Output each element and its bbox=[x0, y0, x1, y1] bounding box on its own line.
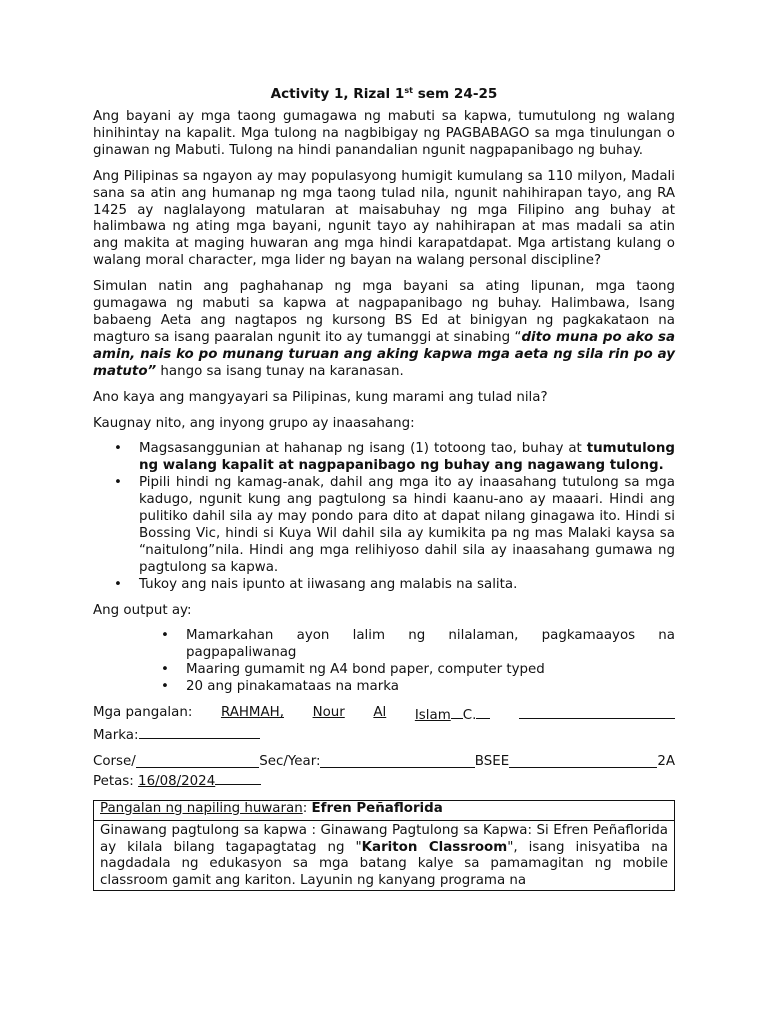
bullet-text-bold: tumutulong ng walang kapalit at nagpapanibago ng buhay ang nagawang tulong. bbox=[139, 441, 675, 474]
list-item bbox=[93, 628, 675, 662]
bullet-icon: • bbox=[161, 662, 169, 678]
expectation-list bbox=[93, 441, 675, 593]
petsa-label: Petas: bbox=[93, 773, 134, 789]
names-label: Mga pangalan: bbox=[93, 705, 193, 721]
name-word: C. bbox=[462, 708, 477, 724]
huwaran-header bbox=[94, 801, 674, 821]
paragraph-expectation: Kaugnay nito, ang inyong grupo ay inaasahang: bbox=[93, 415, 415, 431]
huwaran-label: Pangalan ng napiling huwaran bbox=[100, 800, 303, 816]
bullet-text: Tukoy ang nais ipunto at iiwasang ang malabis na salita. bbox=[139, 576, 518, 592]
blank-line bbox=[509, 754, 657, 768]
section-value: 2A bbox=[657, 753, 675, 769]
blank-line bbox=[215, 771, 261, 785]
course-row bbox=[93, 754, 675, 771]
blank-line bbox=[136, 754, 259, 768]
output-list bbox=[93, 628, 675, 696]
names-section bbox=[93, 705, 675, 745]
document-body bbox=[93, 109, 675, 891]
aeta-quote: dito muna po ako sa amin, nais ko po munang turuan ang aking kapwa mga aeta ng sila rin po ay matuto” bbox=[93, 329, 675, 379]
aeta-text-start: Simulan natin ang paghahanap ng mga bayani sa ating lipunan, mga taong gumagawa ng mabuti sa kapwa at nagpapanibago ng buhay. Halimbawa, Isang babaeng Aeta ang nagtapos ng kursong BS Ed at binigyan ng pagkakataon na magturo sa isang paaralan ngunit ito ay tumanggi at sinabing “ bbox=[93, 279, 675, 345]
paragraph-question: Ano kaya ang mangyayari sa Pilipinas, kung marami ang tulad nila? bbox=[93, 389, 548, 405]
description-bold: Kariton Classroom bbox=[361, 839, 508, 855]
aeta-text-end: hango sa isang tunay na karanasan. bbox=[156, 363, 404, 379]
petsa-row bbox=[93, 771, 675, 791]
petsa-value: 16/08/2024 bbox=[138, 773, 216, 789]
paragraph-philippines: Ang Pilipinas sa ngayon ay may populasyong humigit kumulang sa 110 milyon, Madali sana sa atin ang humanap ng mga taong tulad nila, ngunit nahihirapan tayo, ang RA 1425 ay naglalayong matularan at maisabuhay ng mga Filipino ang buhay at halimbawa ng ating mga bayani, ngunit tayo ay nahihirapan at mas madali sa atin ang makita at maging huwaran ang mga hindi karapatdapat. Mga artistang kulang o walang moral character, mga lider ng bayan na walang personal discipline? bbox=[93, 168, 675, 269]
bullet-icon: • bbox=[114, 441, 122, 457]
secyear-label: Sec/Year: bbox=[259, 753, 321, 769]
name-word: Al bbox=[373, 705, 387, 721]
name-last-group bbox=[415, 705, 491, 725]
output-text: Maaring gumamit ng A4 bond paper, computer typed bbox=[186, 662, 545, 678]
description-end: ", isang inisyatiba na nagdadala ng edukasyon sa mga batang kalye sa pamamagitan ng mobile classroom gamit ang kariton. Layunin ng kanyang programa na bbox=[100, 839, 668, 889]
blank-line bbox=[476, 705, 490, 719]
corse-label: Corse/ bbox=[93, 753, 136, 769]
description-start: Ginawang pagtulong sa kapwa : Ginawang Pagtulong sa Kapwa: Si Efren Peñaflorida ay kilala bilang tagapagtatag ng " bbox=[100, 822, 668, 855]
name-word: Islam bbox=[414, 708, 451, 724]
list-item bbox=[93, 441, 675, 475]
name-word: RAHMAH, bbox=[220, 705, 284, 721]
huwaran-box bbox=[93, 800, 675, 892]
huwaran-description bbox=[94, 821, 674, 891]
marka-row bbox=[93, 725, 675, 745]
activity-title bbox=[0, 86, 768, 103]
huwaran-colon: : bbox=[302, 800, 312, 816]
list-item bbox=[93, 577, 675, 594]
list-item bbox=[93, 679, 675, 696]
course-section bbox=[93, 754, 675, 791]
blank-line bbox=[519, 705, 675, 719]
bullet-icon: • bbox=[114, 576, 122, 592]
names-row bbox=[93, 705, 675, 725]
paragraph-aeta-example bbox=[93, 279, 675, 380]
huwaran-name: Efren Peñaflorida bbox=[311, 800, 443, 816]
paragraph-hero-definition: Ang bayani ay mga taong gumagawa ng mabuti sa kapwa, tumutulong ng walang hinihintay na kapalit. Mga tulong na nagbibigay ng PAGBABAGO sa mga tinulungan o ginawan ng Mabuti. Tulong na hindi panandalian ngunit nagpapanibago ng buhay. bbox=[93, 109, 675, 158]
paragraph-output: Ang output ay: bbox=[93, 602, 192, 618]
output-text: Mamarkahan ayon lalim ng nilalaman, pagkamaayos na pagpapaliwanag bbox=[186, 628, 675, 661]
blank-line bbox=[451, 705, 463, 719]
title-main: Activity 1, Rizal 1 bbox=[270, 86, 405, 102]
bullet-icon: • bbox=[114, 475, 122, 491]
bullet-icon: • bbox=[161, 628, 169, 644]
marka-label: Marka: bbox=[93, 728, 139, 743]
marka-blank bbox=[139, 725, 260, 739]
name-word: Nour bbox=[312, 705, 345, 721]
title-rest: sem 24-25 bbox=[412, 86, 498, 102]
bullet-text: Pipili hindi ng kamag-anak, dahil ang mga ito ay inaasahang tutulong sa mga kadugo, ngunit kung ang pagtulong sa hindi kaanu-ano ay maaari. Hindi ang pulitiko dahil sila ay may pondo para dito at dapat nilang ginagawa ito. Hindi si Bossing Vic, hindi si Kuya Wil dahil sila ay kumikita pa ng mas Malaki kaysa sa “naitulong”nila. Hindi ang mga relihiyoso dahil sila ay inaasahang gumawa ng pagtulong sa kapwa. bbox=[139, 475, 675, 575]
blank-line bbox=[320, 754, 474, 768]
bullet-text: Magsasanggunian at hahanap ng isang (1) totoong tao, buhay at bbox=[139, 441, 587, 457]
list-item bbox=[93, 662, 675, 679]
course-value: BSEE bbox=[474, 753, 510, 769]
title-superscript: st bbox=[404, 86, 413, 95]
list-item bbox=[93, 475, 675, 576]
output-text: 20 ang pinakamataas na marka bbox=[186, 679, 399, 695]
bullet-icon: • bbox=[161, 679, 169, 695]
